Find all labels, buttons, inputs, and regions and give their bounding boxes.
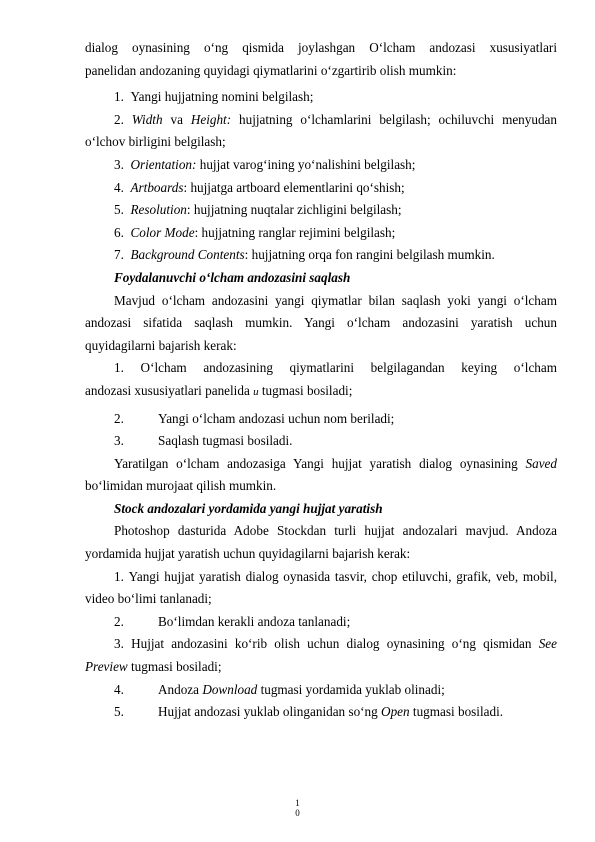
intro-line-2: panelidan andozaning quyidagi qiymatlarini o‘zgartirib olish mumkin: <box>85 62 457 78</box>
page-number-digit-2: 0 <box>295 808 300 818</box>
paragraph-saved-section: Yaratilgan o‘lcham andozasiga Yangi hujjat yaratish dialog oynasining Saved bo‘limidan murojaat qilish mumkin. <box>85 455 557 494</box>
heading-save-template: Foydalanuvchi o‘lcham andozasini saqlash <box>114 269 351 285</box>
list1-item-7: 7. Background Contents: hujjatning orqa fon rangini belgilash mumkin. <box>114 247 495 263</box>
heading-stock-templates: Stock andozalari yordamida yangi hujjat yaratish <box>114 500 383 516</box>
page-content <box>85 37 557 724</box>
paragraph-save-template: Mavjud o‘lcham andozasini yangi qiymatlar bilan saqlash yoki yangi o‘lcham andozasi sifatida saqlash mumkin. Yangi o‘lcham andozasini yaratish uchun quyidagilarni bajarish kerak: <box>85 292 557 353</box>
list2-item-3: 3. Saqlash tugmasi bosiladi. <box>114 433 293 449</box>
list1-item-2: 2. Width va Height: hujjatning o‘lchamlarini belgilash; ochiluvchi menyudan o‘lchov birligini belgilash; <box>85 111 558 150</box>
list1-item-4: 4. Artboards: hujjatga artboard elementlarini qo‘shish; <box>114 179 405 195</box>
page-number-digit-1: 1 <box>295 798 300 808</box>
list3-item-3: 3. Hujjat andozasini ko‘rib olish uchun dialog oynasining o‘ng qismidan See Preview tugmasi bosiladi; <box>85 636 558 675</box>
intro-line-1: dialog oynasining o‘ng qismida joylashgan O‘lcham andozasi xususiyatlari <box>85 40 557 55</box>
list2-item-1-line-2: andozasi xususiyatlari panelida и tugmasi bosiladi; <box>85 382 353 398</box>
list3-item-2: 2. Bo‘limdan kerakli andoza tanlanadi; <box>114 613 351 629</box>
list1-item-3: 3. Orientation: hujjat varog‘ining yo‘nalishini belgilash; <box>114 156 416 172</box>
list1-item-6: 6. Color Mode: hujjatning ranglar rejimini belgilash; <box>114 224 396 240</box>
list1-item-1: 1. Yangi hujjatning nomini belgilash; <box>114 89 314 105</box>
list3-item-1: 1. Yangi hujjat yaratish dialog oynasida tasvir, chop etiluvchi, grafik, veb, mobil, video bo‘limi tanlanadi; <box>85 568 557 607</box>
paragraph-stock-templates: Photoshop dasturida Adobe Stockdan turli hujjat andozalari mavjud. Andoza yordamida hujjat yaratish uchun quyidagilarni bajarish kerak: <box>85 523 557 562</box>
list3-item-4: 4. Andoza Download tugmasi yordamida yuklab olinadi; <box>114 681 445 697</box>
list2-item-2: 2. Yangi o‘lcham andozasi uchun nom beriladi; <box>114 410 395 426</box>
list3-item-5: 5. Hujjat andozasi yuklab olinganidan so‘ng Open tugmasi bosiladi. <box>114 704 504 720</box>
list2-item-1-line-1: 1. O‘lcham andozasining qiymatlarini belgilagandan keying o‘lcham <box>114 360 558 376</box>
list1-item-5: 5. Resolution: hujjatning nuqtalar zichligini belgilash; <box>114 202 402 218</box>
